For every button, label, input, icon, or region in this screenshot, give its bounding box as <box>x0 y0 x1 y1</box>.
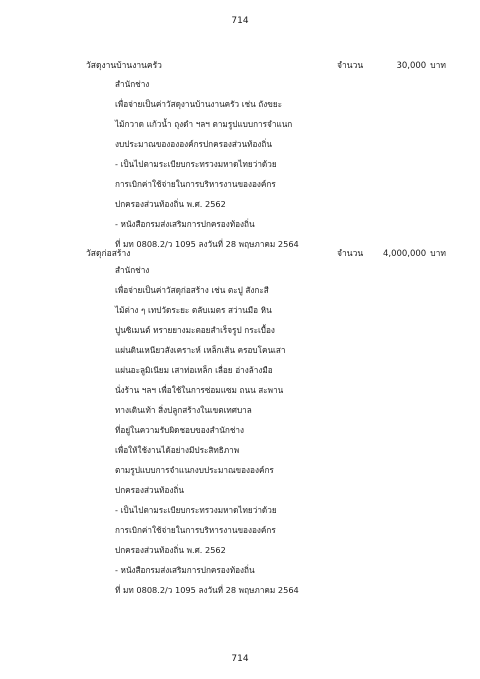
amount-unit: บาท <box>430 61 446 71</box>
text-line: นั่งร้าน ฯลฯ เพื่อใช้ในการซ่อมแซม ถนน สะพาน <box>115 385 284 395</box>
quantity-label: จำนวน <box>337 61 364 71</box>
section-title: วัสดุงานบ้านงานครัว <box>86 61 162 71</box>
text-line: - หนังสือกรมส่งเสริมการปกครองท้องถิ่น <box>115 565 255 575</box>
text-line: การเบิกค่าใช้จ่ายในการบริหารงานขององค์กร <box>115 179 276 189</box>
amount-number: 30,000 <box>396 61 427 71</box>
text-line: ที่ มท 0808.2/ว 1095 ลงวันที่ 28 พฤษภาคม 2564 <box>115 239 299 249</box>
text-line: ปูนซิเมนต์ ทรายยางมะตอยสำเร็จรูป กระเบื้อง <box>115 325 275 335</box>
text-line: สำนักช่าง <box>115 79 150 89</box>
text-line: ปกครองส่วนท้องถิ่น พ.ศ. 2562 <box>115 545 226 555</box>
text-line: - เป็นไปตามระเบียบกระทรวงมหาดไทยว่าด้วย <box>115 505 277 515</box>
text-line: ที่ มท 0808.2/ว 1095 ลงวันที่ 28 พฤษภาคม 2564 <box>115 585 299 595</box>
text-line: ไม้กวาด แก้วน้ำ ถุงดำ ฯลฯ ตามรูปแบบการจำแนก <box>115 119 293 129</box>
amount-unit: บาท <box>430 249 446 259</box>
text-line: การเบิกค่าใช้จ่ายในการบริหารงานขององค์กร <box>115 525 276 535</box>
section-body-construction <box>115 263 445 603</box>
section-header-construction <box>86 246 446 260</box>
text-line: ที่อยู่ในความรับผิดชอบของสำนักช่าง <box>115 425 244 435</box>
text-line: งบประมาณของององค์กรปกครองส่วนท้องถิ่น <box>115 139 272 149</box>
page-number-bottom: 714 <box>231 654 249 664</box>
text-line: เพื่อจ่ายเป็นค่าวัสดุงานบ้านงานครัว เช่น ถังขยะ <box>115 99 283 109</box>
section-header-household <box>86 58 446 72</box>
text-line: แผ่นอะลูมิเนียม เสาท่อเหล็ก เลื่อย อ่างล้างมือ <box>115 365 273 375</box>
text-line: ปกครองส่วนท้องถิ่น พ.ศ. 2562 <box>115 199 226 209</box>
amount-value <box>396 58 446 72</box>
text-line: สำนักช่าง <box>115 265 150 275</box>
text-line: ไม้ต่าง ๆ เทปวัดระยะ ตลับเมตร สว่านมือ หิน <box>115 305 272 315</box>
text-line: เพื่อให้ใช้งานได้อย่างมีประสิทธิภาพ <box>115 445 240 455</box>
text-line: - หนังสือกรมส่งเสริมการปกครองท้องถิ่น <box>115 219 255 229</box>
amount-value <box>383 246 446 260</box>
quantity-label: จำนวน <box>337 249 364 259</box>
page-number-top: 714 <box>231 16 249 26</box>
text-line: เพื่อจ่ายเป็นค่าวัสดุก่อสร้าง เช่น ตะปู สังกะสี <box>115 285 269 295</box>
text-line: แผ่นดินเหนียวสังเคราะห์ เหล็กเส้น ครอบโคนเสา <box>115 345 286 355</box>
text-line: - เป็นไปตามระเบียบกระทรวงมหาดไทยว่าด้วย <box>115 159 277 169</box>
text-line: ตามรูปแบบการจำแนกงบประมาณขององค์กร <box>115 465 274 475</box>
text-line: ปกครองส่วนท้องถิ่น <box>115 485 185 495</box>
text-line: ทางเดินเท้า สิ่งปลูกสร้างในเขตเทศบาล <box>115 405 252 415</box>
amount-number: 4,000,000 <box>382 249 427 259</box>
section-body-household <box>115 77 445 257</box>
section-title: วัสดุก่อสร้าง <box>86 249 131 259</box>
